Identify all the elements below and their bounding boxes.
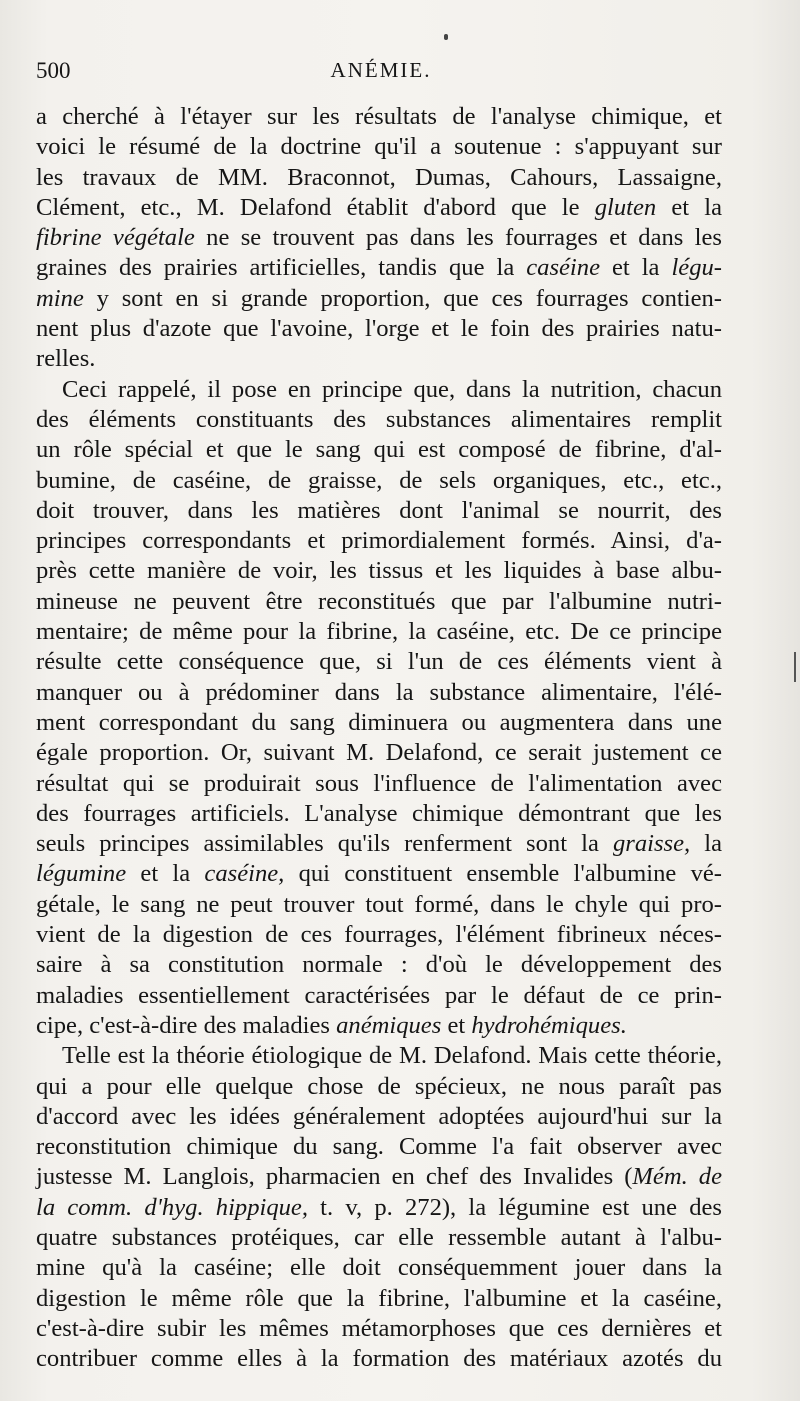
text-run: des éléments constituants des substances alimentaires remplit — [36, 405, 722, 433]
text-line — [36, 1193, 722, 1223]
text-run: mentaire; de même pour la fibrine, la caséine, etc. De ce principe — [36, 618, 722, 646]
italic-text: gluten — [594, 193, 657, 221]
text-line — [36, 890, 722, 920]
text-run: la — [690, 830, 722, 858]
text-line — [36, 678, 722, 708]
text-run: manquer ou à prédominer dans la substance alimentaire, l'élé- — [36, 678, 722, 706]
text-line — [36, 1041, 722, 1071]
body-text — [36, 102, 722, 1374]
text-line — [36, 1344, 722, 1374]
italic-text: caséine, — [204, 860, 285, 888]
text-run: doit trouver, dans les matières dont l'animal se nourrit, des — [36, 496, 722, 524]
italic-text: graisse, — [612, 830, 691, 858]
page-header — [36, 58, 726, 88]
text-line — [36, 829, 722, 859]
text-run: et la — [126, 860, 205, 888]
text-run: résultat qui se produirait sous l'influence de l'alimentation avec — [36, 769, 722, 797]
italic-text: légu- — [671, 254, 722, 282]
text-line — [36, 738, 722, 768]
italic-text: caséine — [526, 254, 600, 282]
text-run: près cette manière de voir, les tissus et les liquides à base albu- — [36, 557, 722, 585]
text-line — [36, 284, 722, 314]
text-run: Telle est la théorie étiologique de M. Delafond. Mais cette théorie, — [62, 1042, 722, 1070]
text-line — [36, 1284, 722, 1314]
text-line — [36, 950, 722, 980]
text-run: digestion le même rôle que la fibrine, l'albumine et la caséine, — [36, 1284, 722, 1312]
text-line — [36, 1223, 722, 1253]
italic-text: la comm. d'hyg. hippique, — [36, 1193, 308, 1221]
text-line — [36, 1314, 722, 1344]
text-run: et la — [656, 193, 723, 221]
margin-mark — [794, 652, 796, 682]
text-line — [36, 526, 722, 556]
text-run: maladies essentiellement caractérisées par le défaut de ce prin- — [36, 981, 722, 1009]
text-run: a cherché à l'étayer sur les résultats de l'analyse chimique, et — [36, 103, 722, 130]
text-line — [36, 920, 722, 950]
text-line — [36, 981, 722, 1011]
text-line — [36, 193, 722, 223]
text-run: cipe, c'est-à-dire des maladies — [36, 1011, 337, 1039]
text-run: et la — [599, 254, 672, 282]
italic-text: légumine — [36, 860, 127, 888]
text-run: et — [441, 1011, 472, 1039]
text-run: qui a pour elle quelque chose de spécieux, ne nous paraît pas — [36, 1072, 722, 1100]
text-line — [36, 223, 722, 253]
text-line — [36, 405, 722, 435]
text-run: ne se trouvent pas dans les fourrages et dans les — [194, 224, 723, 252]
text-run: reconstitution chimique du sang. Comme l'a fait observer avec — [36, 1133, 722, 1161]
text-line — [36, 617, 722, 647]
text-run: graines des prairies artificielles, tandis que la — [36, 254, 527, 282]
text-line — [36, 1011, 722, 1041]
text-line — [36, 769, 722, 799]
text-run: relles. — [36, 345, 96, 373]
text-line — [36, 102, 722, 132]
text-run: saire à sa constitution normale : d'où le développement des — [36, 951, 722, 979]
italic-text: mine — [36, 284, 84, 312]
text-run: c'est-à-dire subir les mêmes métamorphoses que ces dernières et — [36, 1314, 722, 1342]
text-line — [36, 132, 722, 162]
text-run: résulte cette conséquence que, si l'un de ces éléments vient à — [36, 648, 722, 676]
italic-text: Mém. de — [632, 1163, 722, 1191]
text-run: égale proportion. Or, suivant M. Delafond, ce serait justement ce — [36, 739, 722, 767]
text-run: Ceci rappelé, il pose en principe que, dans la nutrition, chacun — [62, 375, 722, 403]
ink-speck — [444, 34, 448, 40]
text-line — [36, 799, 722, 829]
text-line — [36, 1072, 722, 1102]
text-line — [36, 1253, 722, 1283]
text-run: d'accord avec les idées généralement adoptées aujourd'hui sur la — [36, 1102, 722, 1130]
text-line — [36, 859, 722, 889]
running-title: ANÉMIE. — [330, 58, 432, 82]
text-run: seuls principes assimilables qu'ils renferment sont la — [36, 830, 613, 858]
text-run: voici le résumé de la doctrine qu'il a soutenue : s'appuyant sur — [36, 133, 722, 161]
text-run: vient de la digestion de ces fourrages, l'élément fibrineux néces- — [36, 921, 722, 949]
text-line — [36, 466, 722, 496]
text-run: un rôle spécial et que le sang qui est composé de fibrine, d'al- — [36, 436, 722, 464]
text-run: ment correspondant du sang diminuera ou augmentera dans une — [36, 708, 722, 736]
text-line — [36, 708, 722, 738]
text-line — [36, 253, 722, 283]
text-run: nent plus d'azote que l'avoine, l'orge et le foin des prairies natu- — [36, 315, 722, 343]
text-run: contribuer comme elles à la formation des matériaux azotés du — [36, 1345, 722, 1373]
text-run: principes correspondants et primordialement formés. Ainsi, d'a- — [36, 527, 722, 555]
text-line — [36, 375, 722, 405]
text-line — [36, 1132, 722, 1162]
text-run: gétale, le sang ne peut trouver tout formé, dans le chyle qui pro- — [36, 890, 722, 918]
text-run: les travaux de MM. Braconnot, Dumas, Cahours, Lassaigne, — [36, 163, 722, 191]
italic-text: hydrohémiques. — [471, 1011, 627, 1039]
text-line — [36, 587, 722, 617]
text-line — [36, 556, 722, 586]
text-run: justesse M. Langlois, pharmacien en chef des Invalides ( — [36, 1163, 633, 1191]
text-run: t. v, p. 272), la légumine est une des — [307, 1193, 722, 1221]
text-line — [36, 1102, 722, 1132]
page-number: 500 — [36, 58, 71, 83]
text-run: mine qu'à la caséine; elle doit conséquemment jouer dans la — [36, 1254, 722, 1282]
text-run: des fourrages artificiels. L'analyse chimique démontrant que les — [36, 799, 722, 827]
text-line — [36, 435, 722, 465]
text-line — [36, 1162, 722, 1192]
text-run: qui constituent ensemble l'albumine vé- — [284, 860, 722, 888]
text-line — [36, 496, 722, 526]
text-run: Clément, etc., M. Delafond établit d'abord que le — [36, 193, 595, 221]
italic-text: anémiques — [336, 1011, 442, 1039]
text-run: quatre substances protéiques, car elle ressemble autant à l'albu- — [36, 1223, 722, 1251]
text-run: bumine, de caséine, de graisse, de sels organiques, etc., etc., — [36, 466, 722, 494]
text-run: mineuse ne peuvent être reconstitués que par l'albumine nutri- — [36, 587, 722, 615]
text-line — [36, 163, 722, 193]
text-line — [36, 314, 722, 344]
text-line — [36, 344, 722, 374]
italic-text: fibrine végétale — [36, 224, 195, 252]
text-run: y sont en si grande proportion, que ces fourrages contien- — [83, 284, 722, 312]
text-line — [36, 647, 722, 677]
